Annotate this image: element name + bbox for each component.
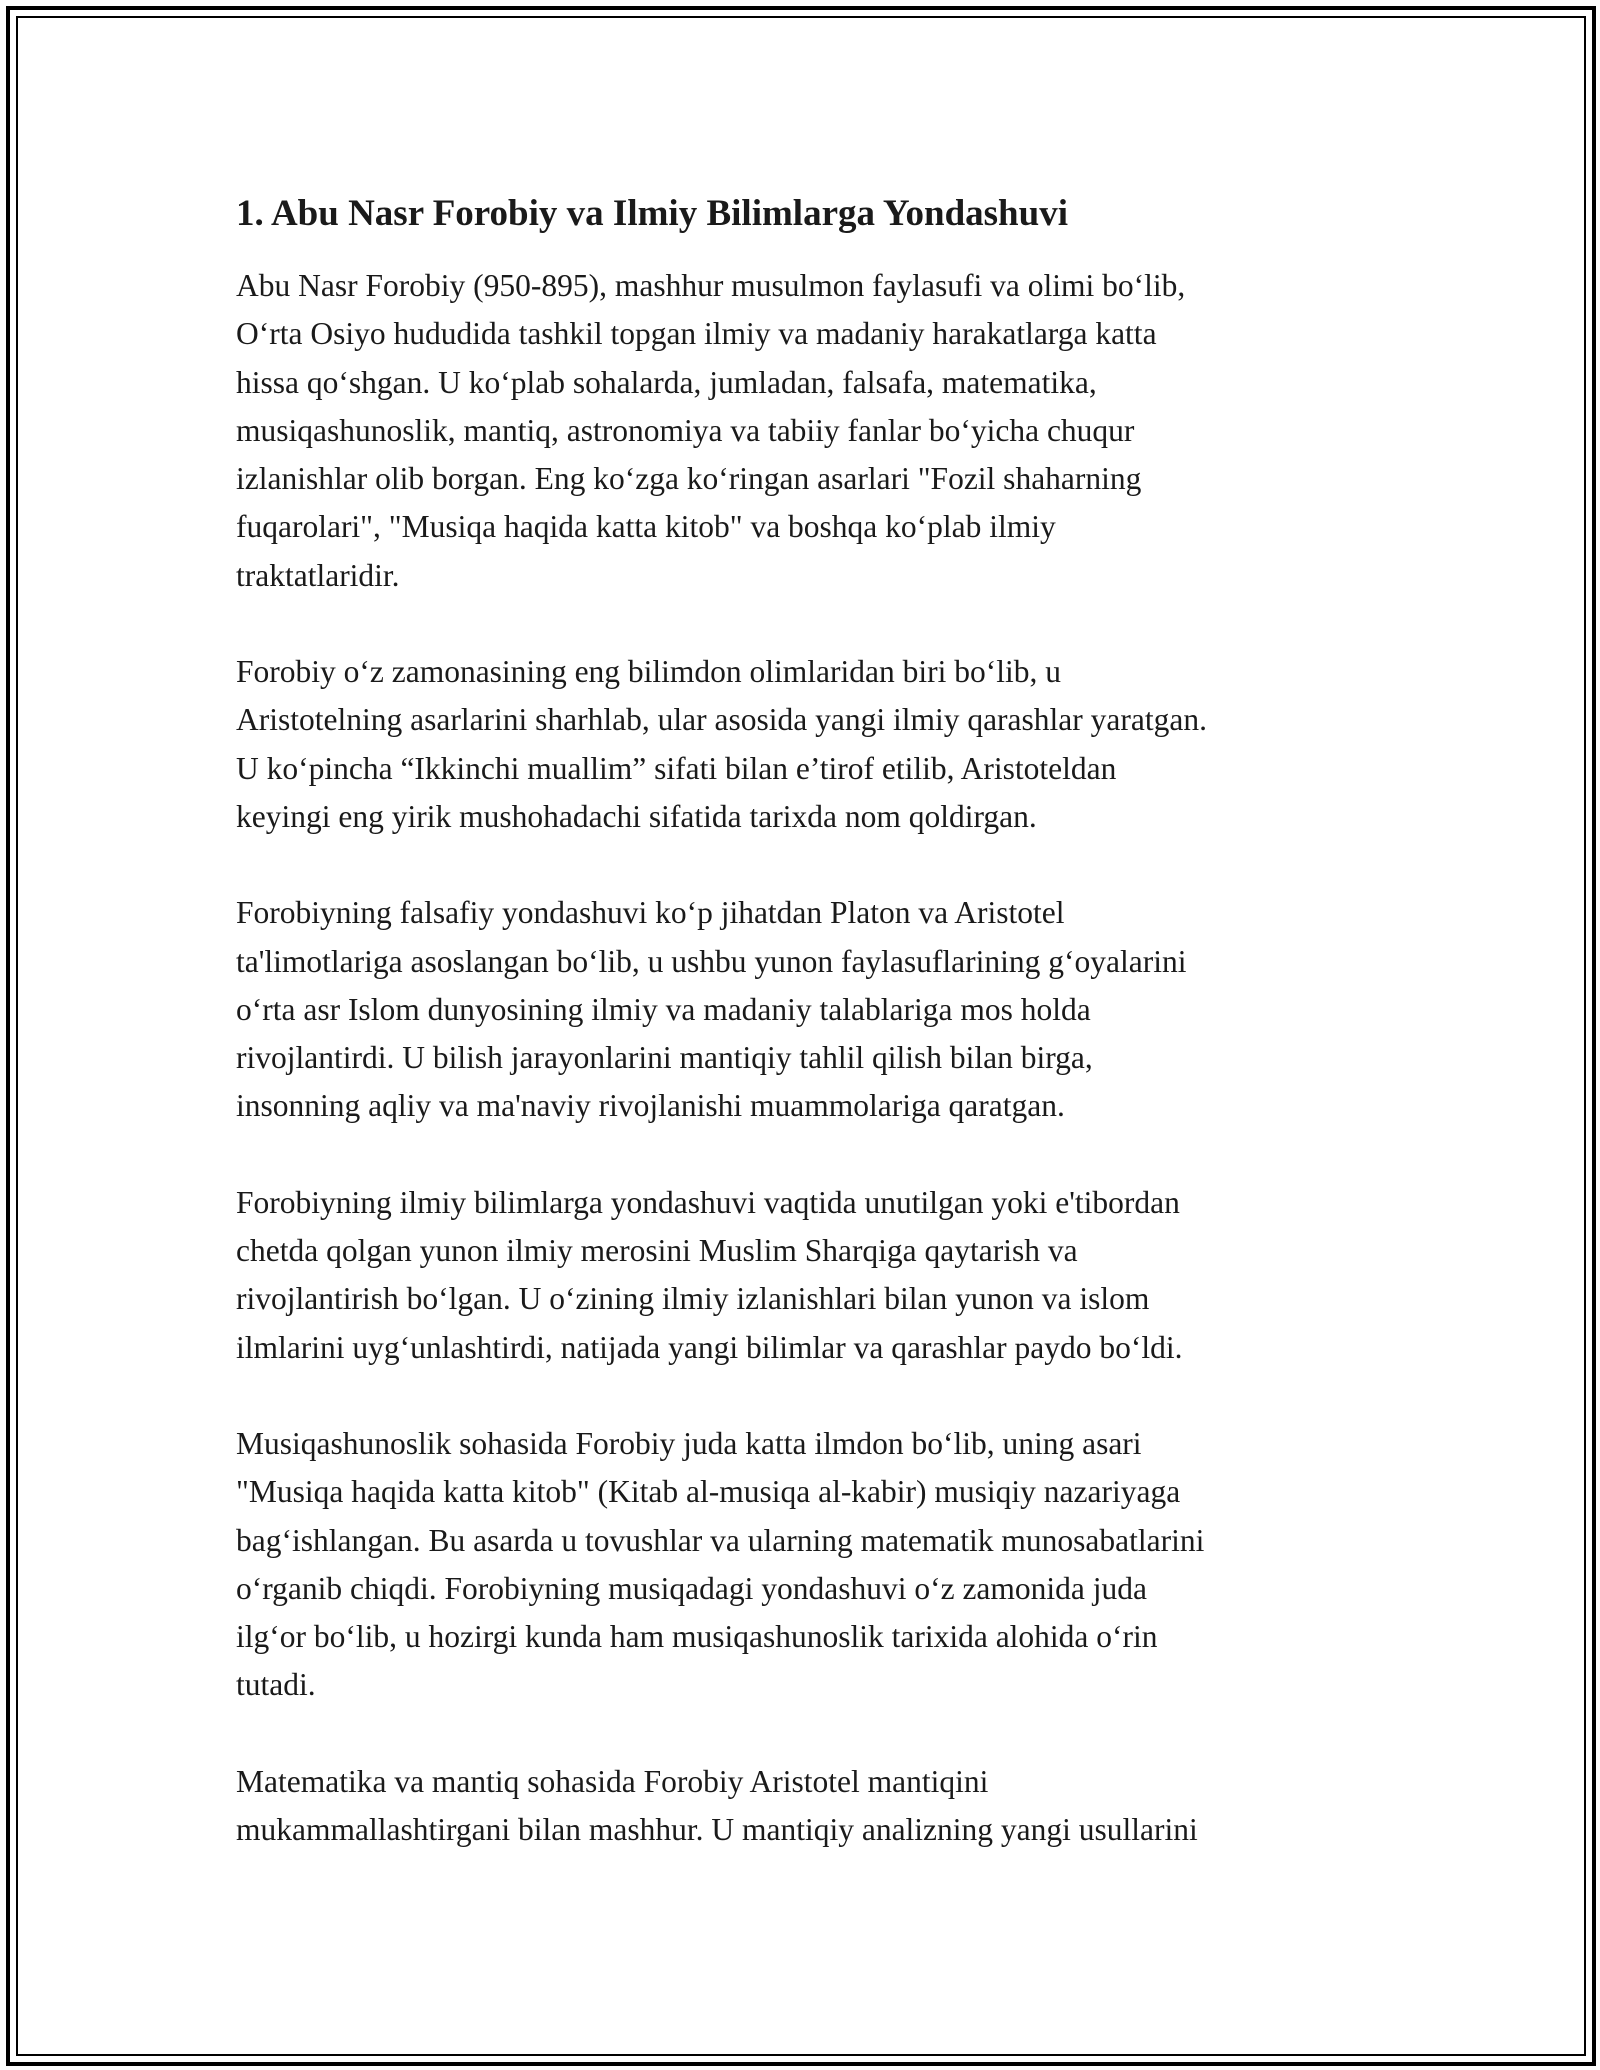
section-title: 1. Abu Nasr Forobiy va Ilmiy Bilimlarga Yondashuvi — [236, 193, 1068, 234]
paragraph-line: izlanishlar olib borgan. Eng ko‘zga ko‘ringan asarlari "Fozil shaharning — [236, 461, 1142, 497]
paragraph-line: Aristotelning asarlarini sharhlab, ular asosida yangi ilmiy qarashlar yaratgan. — [236, 702, 1207, 738]
paragraph-line: rivojlantirish bo‘lgan. U o‘zining ilmiy izlanishlari bilan yunon va islom — [236, 1281, 1150, 1317]
paragraph-line: insonning aqliy va ma'naviy rivojlanishi muammolariga qaratgan. — [236, 1088, 1065, 1124]
paragraph-line: tutadi. — [236, 1667, 316, 1703]
paragraph-line: fuqarolari", "Musiqa haqida katta kitob" va boshqa ko‘plab ilmiy — [236, 509, 1056, 545]
paragraph-line: Abu Nasr Forobiy (950-895), mashhur musulmon faylasufi va olimi bo‘lib, — [236, 268, 1186, 303]
paragraph-line: Musiqashunoslik sohasida Forobiy juda katta ilmdon bo‘lib, uning asari — [236, 1425, 1142, 1461]
paragraph-line: rivojlantirdi. U bilish jarayonlarini mantiqiy tahlil qilish bilan birga, — [236, 1040, 1093, 1076]
paragraph-line: bag‘ishlangan. Bu asarda u tovushlar va ularning matematik munosabatlarini — [236, 1522, 1205, 1558]
paragraph — [236, 1758, 1376, 1855]
paragraph-line: ilmlarini uyg‘unlashtirdi, natijada yangi bilimlar va qarashlar paydo bo‘ldi. — [236, 1329, 1183, 1365]
paragraph-list — [236, 262, 1376, 1854]
paragraph-line: keyingi eng yirik mushohadachi sifatida tarixda nom qoldirgan. — [236, 798, 1037, 834]
paragraph-line: mukammallashtirgani bilan mashhur. U mantiqiy analizning yangi usullarini — [236, 1812, 1198, 1848]
paragraph-line: ta'limotlariga asoslangan bo‘lib, u ushbu yunon faylasuflarining g‘oyalarini — [236, 943, 1187, 979]
paragraph-line: Forobiyning falsafiy yondashuvi ko‘p jihatdan Platon va Aristotel — [236, 895, 1065, 931]
paragraph-line: U ko‘pincha “Ikkinchi muallim” sifati bilan e’tirof etilib, Aristoteldan — [236, 750, 1117, 786]
paragraph — [236, 1420, 1376, 1710]
paragraph-line: "Musiqa haqida katta kitob" (Kitab al-musiqa al-kabir) musiqiy nazariyaga — [236, 1474, 1181, 1510]
paragraph-line: musiqashunoslik, mantiq, astronomiya va tabiiy fanlar bo‘yicha chuqur — [236, 412, 1135, 448]
paragraph-line: traktatlaridir. — [236, 557, 400, 593]
paragraph-line: chetda qolgan yunon ilmiy merosini Muslim Sharqiga qaytarish va — [236, 1233, 1078, 1269]
paragraph-line: o‘rta asr Islom dunyosining ilmiy va madaniy talablariga mos holda — [236, 991, 1091, 1027]
paragraph-line: Forobiy o‘z zamonasining eng bilimdon olimlaridan biri bo‘lib, u — [236, 654, 1061, 690]
paragraph — [236, 648, 1376, 841]
paragraph — [236, 1179, 1376, 1372]
paragraph-line: o‘rganib chiqdi. Forobiyning musiqadagi yondashuvi o‘z zamonida juda — [236, 1570, 1148, 1606]
document-body — [236, 188, 1376, 1902]
paragraph-line: ilg‘or bo‘lib, u hozirgi kunda ham musiqashunoslik tarixida alohida o‘rin — [236, 1619, 1158, 1655]
paragraph-line: O‘rta Osiyo hududida tashkil topgan ilmiy va madaniy harakatlarga katta — [236, 316, 1157, 352]
paragraph — [236, 262, 1376, 600]
paragraph-line: Forobiyning ilmiy bilimlarga yondashuvi vaqtida unutilgan yoki e'tibordan — [236, 1184, 1180, 1220]
paragraph-line: Matematika va mantiq sohasida Forobiy Aristotel mantiqini — [236, 1763, 989, 1799]
paragraph — [236, 889, 1376, 1130]
paragraph-line: hissa qo‘shgan. U ko‘plab sohalarda, jumladan, falsafa, matematika, — [236, 364, 1097, 400]
